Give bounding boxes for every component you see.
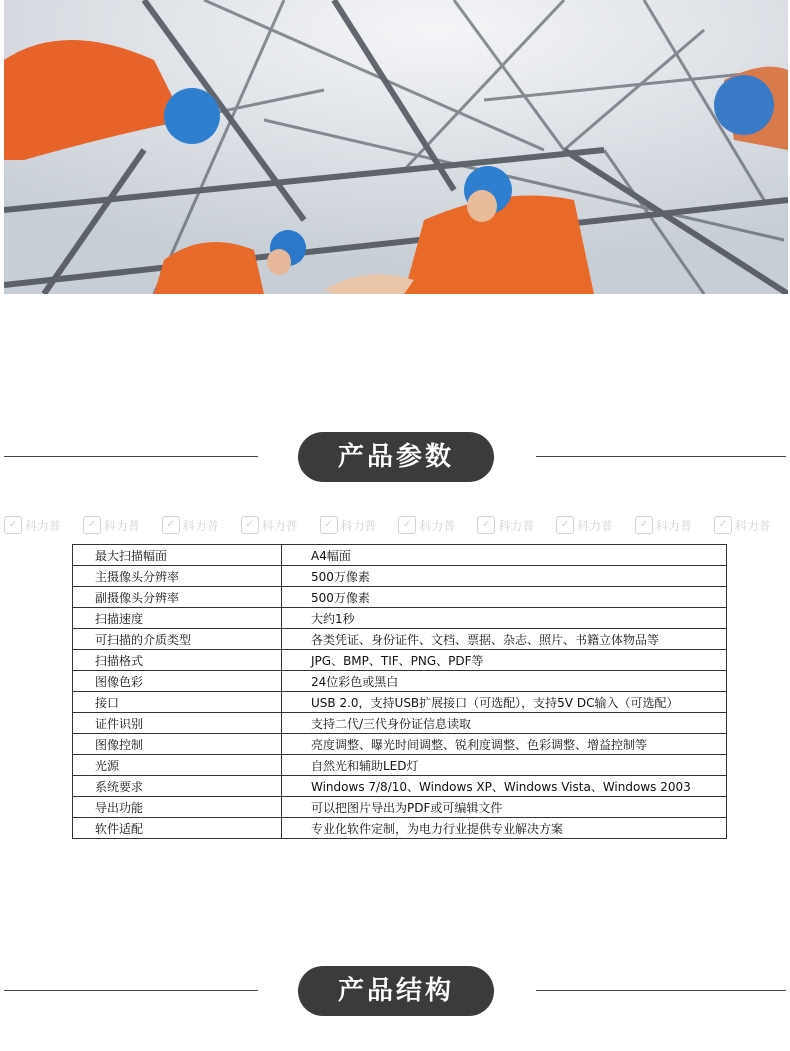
watermark-logo-icon: ✓ — [320, 516, 338, 534]
table-row — [73, 587, 727, 608]
table-row — [73, 629, 727, 650]
watermark-logo-icon: ✓ — [398, 516, 416, 534]
watermark-logo-icon: ✓ — [477, 516, 495, 534]
table-row — [73, 797, 727, 818]
spec-value: 专业化软件定制，为电力行业提供专业解决方案 — [282, 818, 727, 839]
table-row — [73, 713, 727, 734]
table-row — [73, 734, 727, 755]
table-row — [73, 608, 727, 629]
watermark: ✓ 科力普 — [714, 514, 788, 536]
table-row — [73, 755, 727, 776]
spec-key: 副摄像头分辨率 — [73, 587, 282, 608]
table-row — [73, 545, 727, 566]
spec-value: 各类凭证、身份证件、文档、票据、杂志、照片、书籍立体物品等 — [282, 629, 727, 650]
divider-left — [4, 456, 258, 457]
watermark-row — [4, 514, 788, 536]
spec-key: 可扫描的介质类型 — [73, 629, 282, 650]
watermark-logo-icon: ✓ — [241, 516, 259, 534]
spec-value: 24位彩色或黑白 — [282, 671, 727, 692]
watermark-logo-icon: ✓ — [4, 516, 22, 534]
spec-key: 软件适配 — [73, 818, 282, 839]
spec-key: 系统要求 — [73, 776, 282, 797]
watermark: ✓ 科力普 — [398, 514, 472, 536]
spec-value: 500万像素 — [282, 566, 727, 587]
spec-value: 支持二代/三代身份证信息读取 — [282, 713, 727, 734]
spec-key: 主摄像头分辨率 — [73, 566, 282, 587]
spec-value: 500万像素 — [282, 587, 727, 608]
spec-value: Windows 7/8/10、Windows XP、Windows Vista、Windows 2003 — [282, 776, 727, 797]
watermark: ✓ 科力普 — [162, 514, 236, 536]
spec-key: 图像色彩 — [73, 671, 282, 692]
spec-key: 扫描格式 — [73, 650, 282, 671]
spec-value: 亮度调整、曝光时间调整、锐利度调整、色彩调整、增益控制等 — [282, 734, 727, 755]
hero-image — [4, 0, 788, 294]
watermark: ✓ 科力普 — [477, 514, 551, 536]
watermark: ✓ 科力普 — [556, 514, 630, 536]
watermark-logo-icon: ✓ — [635, 516, 653, 534]
table-row — [73, 776, 727, 797]
spec-key: 扫描速度 — [73, 608, 282, 629]
section-heading-params — [0, 432, 790, 482]
spec-table — [72, 544, 727, 839]
spec-key: 图像控制 — [73, 734, 282, 755]
watermark-logo-icon: ✓ — [556, 516, 574, 534]
table-row — [73, 671, 727, 692]
spec-value: A4幅面 — [282, 545, 727, 566]
table-row — [73, 818, 727, 839]
transmission-tower-illustration — [4, 0, 788, 294]
watermark: ✓ 科力普 — [241, 514, 315, 536]
table-row — [73, 692, 727, 713]
spec-value: JPG、BMP、TIF、PNG、PDF等 — [282, 650, 727, 671]
divider-right — [536, 990, 786, 991]
watermark: ✓ 科力普 — [320, 514, 394, 536]
spec-key: 最大扫描幅面 — [73, 545, 282, 566]
spec-key: 光源 — [73, 755, 282, 776]
watermark: ✓ 科力普 — [83, 514, 157, 536]
watermark-logo-icon: ✓ — [162, 516, 180, 534]
spec-key: 证件识别 — [73, 713, 282, 734]
spec-value: USB 2.0，支持USB扩展接口（可选配），支持5V DC输入（可选配） — [282, 692, 727, 713]
section-heading-structure — [0, 966, 790, 1016]
spec-value: 大约1秒 — [282, 608, 727, 629]
table-row — [73, 650, 727, 671]
section-title-params: 产品参数 — [298, 432, 494, 482]
divider-left — [4, 990, 258, 991]
divider-right — [536, 456, 786, 457]
spec-key: 接口 — [73, 692, 282, 713]
table-row — [73, 566, 727, 587]
spec-value: 可以把图片导出为PDF或可编辑文件 — [282, 797, 727, 818]
spec-key: 导出功能 — [73, 797, 282, 818]
section-title-structure: 产品结构 — [298, 966, 494, 1016]
spec-value: 自然光和辅助LED灯 — [282, 755, 727, 776]
watermark-logo-icon: ✓ — [83, 516, 101, 534]
watermark: ✓ 科力普 — [4, 514, 78, 536]
watermark: ✓ 科力普 — [635, 514, 709, 536]
watermark-logo-icon: ✓ — [714, 516, 732, 534]
